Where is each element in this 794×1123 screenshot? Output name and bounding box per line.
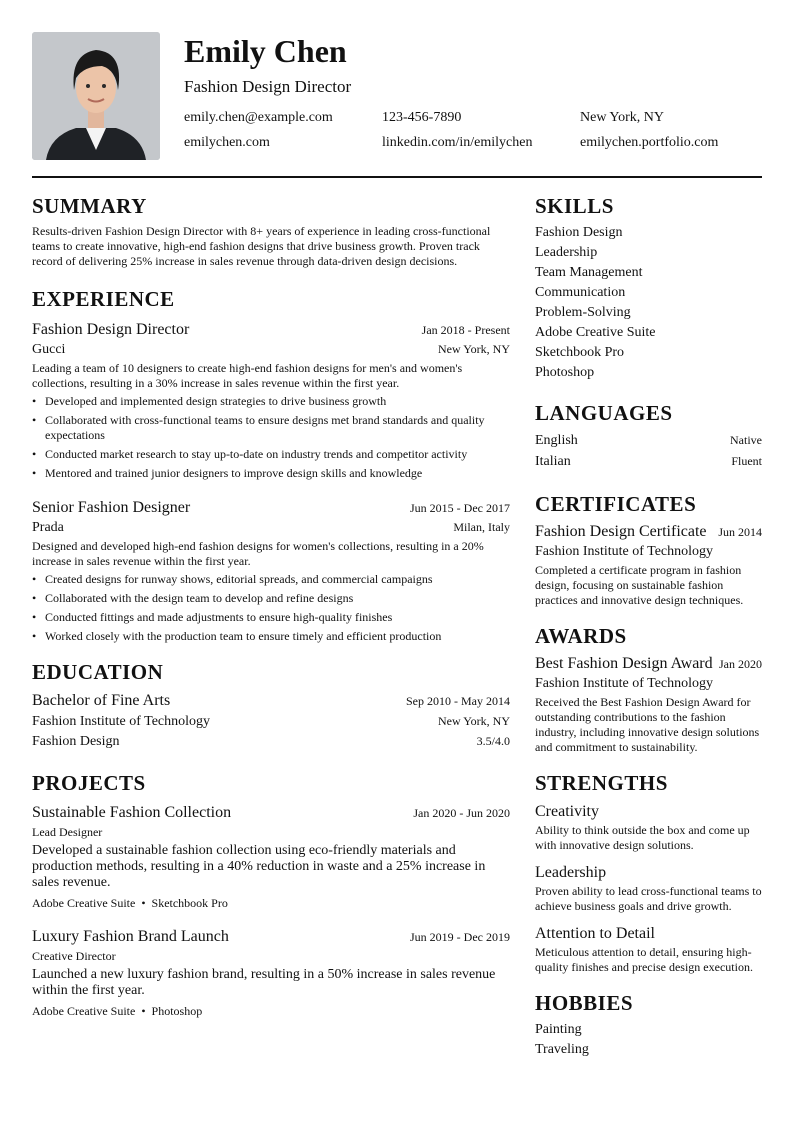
skill-item: Photoshop bbox=[535, 365, 595, 380]
hobbies-heading: HOBBIES bbox=[535, 991, 634, 1015]
language-level: Fluent bbox=[731, 454, 762, 468]
strength-title: Creativity bbox=[535, 803, 599, 820]
skill-item: Sketchbook Pro bbox=[535, 345, 625, 360]
job-entry bbox=[32, 497, 510, 644]
job-company: Prada bbox=[32, 520, 64, 535]
language-level: Native bbox=[730, 433, 762, 447]
location: New York, NY bbox=[580, 110, 665, 125]
education-heading: EDUCATION bbox=[32, 660, 164, 684]
job-bullet: • Conducted market research to stay up-to-date on industry trends and competitor activity bbox=[32, 447, 510, 462]
job-bullet: • Developed and implemented design strategies to drive business growth bbox=[32, 394, 510, 409]
skill-item: Communication bbox=[535, 285, 626, 300]
field-of-study: Fashion Design bbox=[32, 734, 120, 749]
job-bullet: • Collaborated with cross-functional teams to ensure designs met brand standards and quality expectations bbox=[32, 413, 510, 443]
skill-item: Problem-Solving bbox=[535, 305, 631, 320]
separator-dot: • bbox=[141, 896, 146, 910]
skill-item: Adobe Creative Suite bbox=[535, 325, 656, 340]
project-description: Launched a new luxury fashion brand, resulting in a 50% increase in sales revenue within the first year. bbox=[32, 967, 496, 998]
languages-section bbox=[535, 399, 762, 472]
project-title: Luxury Fashion Brand Launch bbox=[32, 928, 229, 945]
email-link[interactable]: emily.chen@example.com bbox=[184, 110, 333, 125]
project-tool: Sketchbook Pro bbox=[151, 896, 228, 910]
projects-heading: PROJECTS bbox=[32, 771, 146, 795]
job-bullet: • Conducted fittings and made adjustments to ensure high-quality finishes bbox=[32, 610, 510, 625]
strength-description: Proven ability to lead cross-functional teams to achieve business goals and drive growth. bbox=[535, 884, 762, 913]
awards-section bbox=[535, 622, 762, 755]
experience-heading: EXPERIENCE bbox=[32, 287, 175, 311]
separator-dot: • bbox=[141, 1004, 146, 1018]
job-bullet: • Worked closely with the production team to ensure timely and efficient production bbox=[32, 629, 510, 644]
award-date: Jan 2020 bbox=[719, 657, 762, 671]
strengths-section bbox=[535, 769, 762, 975]
project-tool: Photoshop bbox=[151, 1004, 203, 1018]
left-column bbox=[32, 192, 510, 1074]
summary-text: Results-driven Fashion Design Director with 8+ years of experience in leading cross-functional teams to create innovative, high-end fashion designs that drive business growth. Proven track record of delivering 25% increase in sales revenue through data-driven design decisions. bbox=[32, 224, 491, 268]
degree: Bachelor of Fine Arts bbox=[32, 692, 171, 709]
projects-section bbox=[32, 769, 510, 1019]
award-description: Received the Best Fashion Design Award for outstanding contributions to the fashion industry, including innovative design solutions and commitment to sustainability. bbox=[535, 695, 760, 754]
job-description: Designed and developed high-end fashion designs for women's collections, resulting in a 20% increase in sales revenue within the first year. bbox=[32, 539, 484, 568]
languages-heading: LANGUAGES bbox=[535, 401, 673, 425]
phone-number: 123-456-7890 bbox=[382, 110, 462, 125]
skills-heading: SKILLS bbox=[535, 194, 614, 218]
certificate-title: Fashion Design Certificate bbox=[535, 523, 707, 540]
summary-heading: SUMMARY bbox=[32, 194, 147, 218]
education-date: Sep 2010 - May 2014 bbox=[406, 694, 510, 708]
job-bullets bbox=[32, 572, 510, 644]
awards-heading: AWARDS bbox=[535, 624, 627, 648]
project-date: Jan 2020 - Jun 2020 bbox=[413, 806, 510, 820]
job-date: Jan 2018 - Present bbox=[421, 323, 510, 337]
skills-section bbox=[535, 192, 762, 383]
project-date: Jun 2019 - Dec 2019 bbox=[410, 930, 510, 944]
candidate-name: Emily Chen bbox=[184, 33, 347, 69]
certificate-description: Completed a certificate program in fashion design, focusing on sustainable fashion practices and innovative design techniques. bbox=[535, 563, 744, 607]
certificate-date: Jun 2014 bbox=[718, 525, 762, 539]
strength-title: Attention to Detail bbox=[535, 925, 655, 942]
project-role: Creative Director bbox=[32, 949, 116, 963]
language-name: Italian bbox=[535, 454, 571, 469]
job-bullets bbox=[32, 394, 510, 481]
skill-item: Team Management bbox=[535, 265, 643, 280]
certificates-section bbox=[535, 490, 762, 608]
certificate-issuer: Fashion Institute of Technology bbox=[535, 544, 714, 559]
header-divider bbox=[32, 176, 762, 178]
job-date: Jun 2015 - Dec 2017 bbox=[410, 501, 510, 515]
award-issuer: Fashion Institute of Technology bbox=[535, 676, 714, 691]
portfolio-link[interactable]: emilychen.portfolio.com bbox=[580, 135, 719, 150]
education-location: New York, NY bbox=[437, 714, 510, 728]
job-bullet: • Mentored and trained junior designers to improve design skills and knowledge bbox=[32, 466, 510, 481]
right-column bbox=[535, 192, 762, 1074]
strength-description: Ability to think outside the box and come up with innovative design solutions. bbox=[535, 823, 750, 852]
job-entry bbox=[32, 319, 510, 481]
award-title: Best Fashion Design Award bbox=[535, 655, 713, 672]
linkedin-link[interactable]: linkedin.com/in/emilychen bbox=[382, 135, 533, 150]
project-role: Lead Designer bbox=[32, 825, 103, 839]
job-bullet: • Created designs for runway shows, editorial spreads, and commercial campaigns bbox=[32, 572, 510, 587]
job-title: Senior Fashion Designer bbox=[32, 499, 191, 516]
project-entry bbox=[32, 926, 510, 1019]
education-section bbox=[32, 658, 510, 751]
project-tool: Adobe Creative Suite bbox=[32, 896, 136, 910]
resume-header bbox=[32, 32, 762, 160]
hobby-item: Painting bbox=[535, 1022, 582, 1037]
skill-item: Leadership bbox=[535, 245, 598, 260]
certificates-heading: CERTIFICATES bbox=[535, 492, 697, 516]
gpa: 3.5/4.0 bbox=[476, 734, 510, 748]
job-location: Milan, Italy bbox=[453, 520, 510, 534]
hobbies-section bbox=[535, 989, 762, 1060]
candidate-title: Fashion Design Director bbox=[184, 77, 352, 96]
project-description: Developed a sustainable fashion collection using eco-friendly materials and production methods, resulting in a 40% reduction in waste and a 25% increase in sales revenue. bbox=[32, 843, 486, 890]
contact-info bbox=[184, 108, 762, 152]
school: Fashion Institute of Technology bbox=[32, 714, 211, 729]
job-company: Gucci bbox=[32, 342, 66, 357]
experience-section bbox=[32, 285, 510, 644]
project-tools bbox=[32, 895, 510, 911]
strength-title: Leadership bbox=[535, 864, 607, 881]
hobby-item: Traveling bbox=[535, 1042, 589, 1057]
project-entry bbox=[32, 802, 510, 911]
strengths-heading: STRENGTHS bbox=[535, 771, 668, 795]
job-bullet: • Collaborated with the design team to develop and refine designs bbox=[32, 591, 510, 606]
project-tool: Adobe Creative Suite bbox=[32, 1004, 136, 1018]
job-title: Fashion Design Director bbox=[32, 321, 190, 338]
skill-item: Fashion Design bbox=[535, 225, 623, 240]
job-location: New York, NY bbox=[437, 342, 510, 356]
project-title: Sustainable Fashion Collection bbox=[32, 804, 232, 821]
summary-section bbox=[32, 192, 510, 269]
project-tools bbox=[32, 1003, 510, 1019]
job-description: Leading a team of 10 designers to create high-end fashion designs for men's and women's collections, resulting in a 30% increase in sales revenue within the first year. bbox=[32, 361, 463, 390]
profile-photo bbox=[32, 32, 160, 160]
strength-description: Meticulous attention to detail, ensuring high-quality finishes and precise design execution. bbox=[535, 945, 753, 974]
website-link[interactable]: emilychen.com bbox=[184, 135, 270, 150]
language-name: English bbox=[535, 433, 578, 448]
